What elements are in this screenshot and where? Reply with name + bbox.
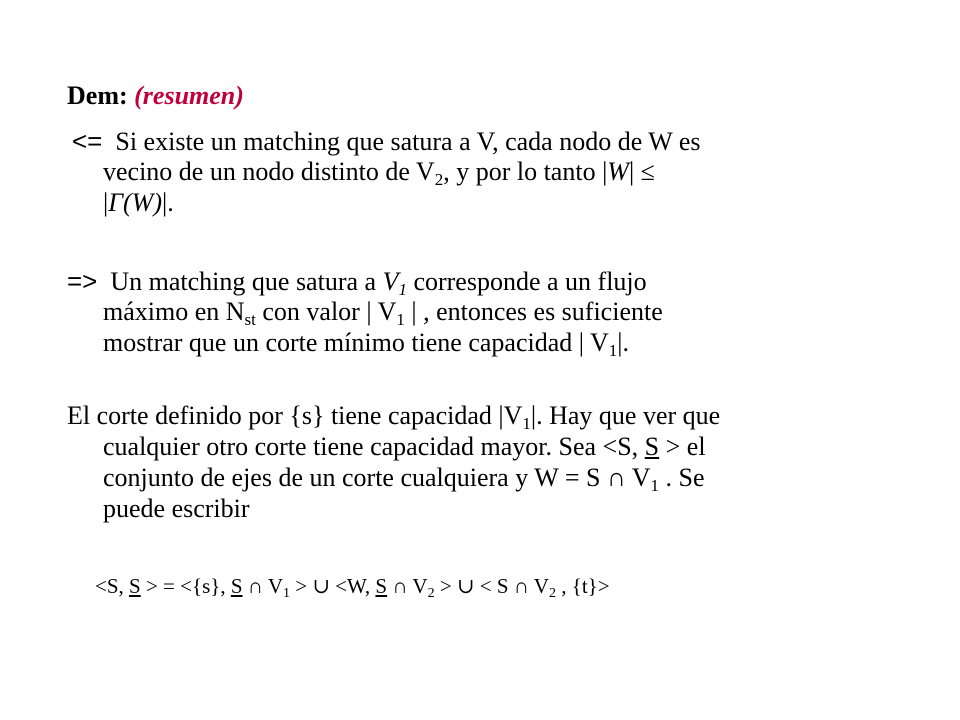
para3-S-bar: S xyxy=(644,432,660,461)
para2-text1a: Un matching que satura a xyxy=(110,267,383,296)
para2-text2b: con valor | V xyxy=(255,297,397,326)
eq-part-a: <S, xyxy=(95,574,130,598)
eq-sub-1: 1 xyxy=(282,586,290,601)
eq-part-c: > = <{s}, xyxy=(140,574,231,598)
para2-text1b: corresponde a un flujo xyxy=(406,267,647,296)
para1-text1: Si existe un matching que satura a V, cada nodo de W es xyxy=(115,127,701,156)
eq-part-g: > ∪ <W, xyxy=(289,574,376,598)
eq-S-bar-2: S xyxy=(230,574,243,598)
para3-text2b: > el xyxy=(659,432,706,461)
para1-line3 xyxy=(103,187,174,219)
para2-sub-st: st xyxy=(244,310,256,329)
para1-line2 xyxy=(103,156,655,188)
eq-S-bar-3: S xyxy=(375,574,388,598)
para3-text1a: El corte definido por {s} tiene capacidad |V xyxy=(67,401,523,430)
eq-sub-3: 2 xyxy=(548,586,556,601)
para3-text2a: cualquier otro corte tiene capacidad mayor. Sea <S, xyxy=(103,432,645,461)
eq-part-m: , {t}> xyxy=(555,574,610,598)
para2-sub3: 1 xyxy=(608,341,618,360)
heading-resumen: (resumen) xyxy=(134,81,244,110)
eq-S-bar-1: S xyxy=(129,574,141,598)
para1-sub2: 2 xyxy=(434,170,444,189)
para3-line4 xyxy=(103,493,250,525)
para1-W: W xyxy=(607,157,629,186)
para1-text2b: , y por lo tanto | xyxy=(443,157,608,186)
para1-line1 xyxy=(72,125,701,158)
para2-arrow: => xyxy=(67,266,98,296)
para2-line2 xyxy=(103,296,663,328)
para1-text3a: | xyxy=(103,188,109,217)
eq-sub-2: 2 xyxy=(427,586,435,601)
para2-text3a: mostrar que un corte mínimo tiene capacidad | V xyxy=(103,328,609,357)
para3-text4: puede escribir xyxy=(103,494,250,523)
heading-dem: Dem: xyxy=(67,81,128,110)
para3-sub1: 1 xyxy=(522,414,531,433)
para2-V: V xyxy=(382,267,399,296)
proof-heading xyxy=(67,80,244,112)
para3-line3 xyxy=(103,462,705,494)
eq-part-e: ∩ V xyxy=(242,574,283,598)
para1-text2c: | ≤ xyxy=(628,157,655,186)
para2-text3b: |. xyxy=(617,328,629,357)
para3-text3b: . Se xyxy=(659,463,705,492)
para3-line2 xyxy=(103,431,706,463)
para2-line1 xyxy=(67,265,647,298)
cut-equation xyxy=(95,570,610,602)
para2-text2c: | , entonces es suficiente xyxy=(404,297,663,326)
para2-sub1: 1 xyxy=(398,280,407,299)
para2-text2a: máximo en N xyxy=(103,297,245,326)
para2-line3 xyxy=(103,327,629,359)
para3-sub3: 1 xyxy=(650,476,660,495)
para3-line1 xyxy=(67,400,720,432)
para3-text3a: conjunto de ejes de un corte cualquiera y W = S ∩ V xyxy=(103,463,651,492)
eq-part-i: ∩ V xyxy=(387,574,428,598)
eq-part-k: > ∪ < S ∩ V xyxy=(434,574,549,598)
para3-text1b: |. Hay que ver que xyxy=(530,401,721,430)
para2-sub2: 1 xyxy=(396,310,405,329)
para1-text3c: |. xyxy=(161,188,174,217)
para1-arrow: <= xyxy=(72,126,103,156)
para1-text2a: vecino de un nodo distinto de V xyxy=(103,157,435,186)
para1-gamma: Γ(W) xyxy=(108,188,162,217)
